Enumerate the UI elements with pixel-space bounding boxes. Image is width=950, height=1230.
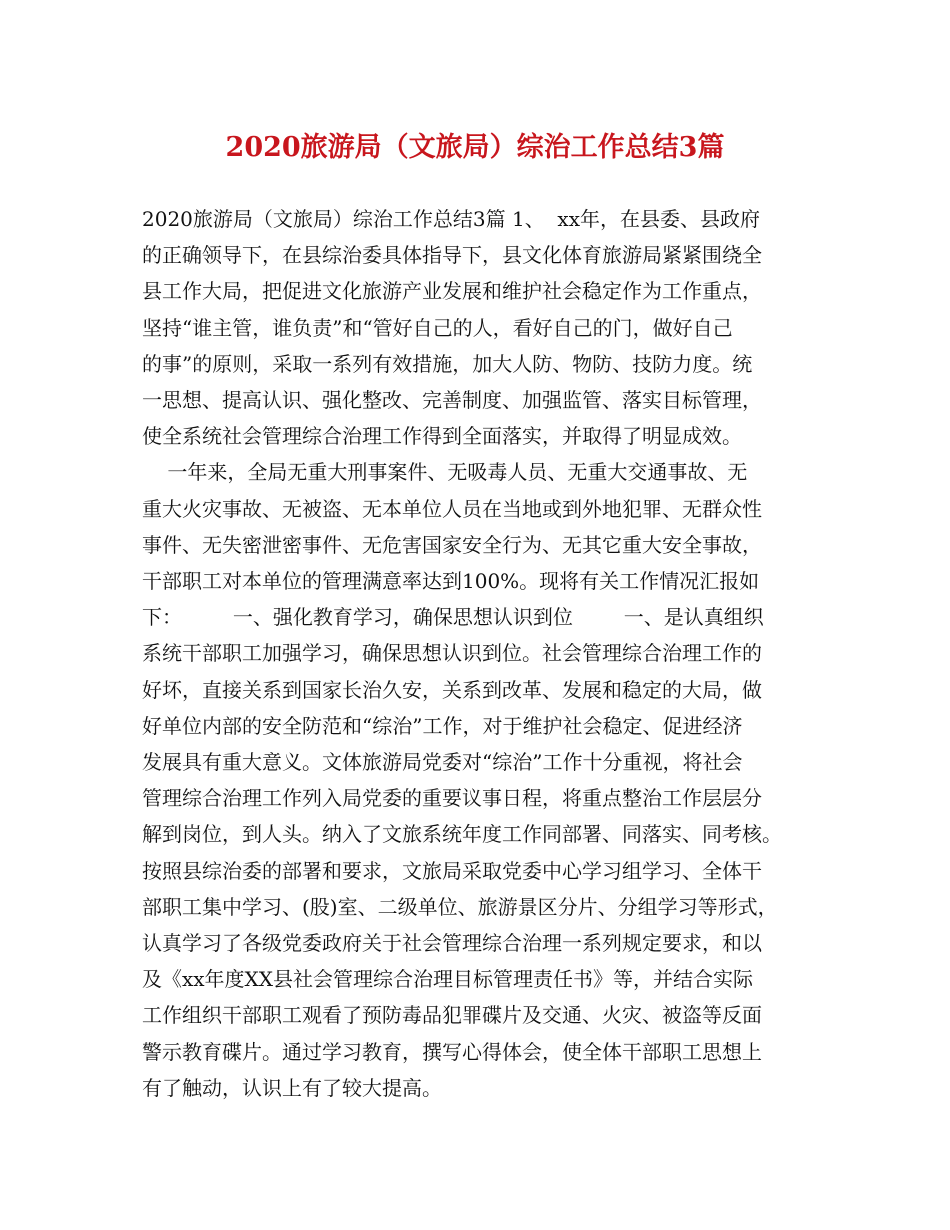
body-text-line: 事件、无失密泄密事件、无危害国家安全行为、无其它重大安全事故，: [142, 532, 762, 557]
body-text-line: 解到岗位，到人头。纳入了文旅系统年度工作同部署、同落实、同考核。: [142, 822, 782, 847]
body-text-line: 系统干部职工加强学习，确保思想认识到位。社会管理综合治理工作的: [142, 641, 762, 666]
body-text-line: 好单位内部的安全防范和“综治”工作，对于维护社会稳定、促进经济: [142, 713, 743, 738]
body-text-line: 的事”的原则，采取一系列有效措施，加大人防、物防、技防力度。统: [142, 351, 753, 376]
body-text-line: 下： 一、强化教育学习，确保思想认识到位 一、是认真组织: [142, 605, 764, 630]
document-title: 2020旅游局（文旅局）综治工作总结3篇: [225, 132, 725, 163]
body-text-line: 工作组织干部职工观看了预防毒品犯罪碟片及交通、火灾、被盗等反面: [142, 1003, 762, 1028]
body-text-line: 有了触动，认识上有了较大提高。: [142, 1075, 442, 1100]
body-text-line: 坚持“谁主管，谁负责”和“管好自己的人，看好自己的门，做好自己: [142, 315, 733, 340]
body-text-line: 及《xx年度XX县社会管理综合治理目标管理责任书》等，并结合实际: [142, 967, 754, 992]
body-text-line: 发展具有重大意义。文体旅游局党委对“综治”工作十分重视，将社会: [142, 750, 743, 774]
body-text-line: 县工作大局，把促进文化旅游产业发展和维护社会稳定作为工作重点，: [142, 279, 762, 304]
body-text-line: 2020旅游局（文旅局）综治工作总结3篇 1、 xx年，在县委、县政府: [142, 207, 760, 231]
body-text-line: 使全系统社会管理综合治理工作得到全面落实，并取得了明显成效。: [142, 424, 742, 449]
body-text-line: 一年来，全局无重大刑事案件、无吸毒人员、无重大交通事故、无: [142, 460, 748, 485]
body-text-line: 重大火灾事故、无被盗、无本单位人员在当地或到外地犯罪、无群众性: [142, 496, 762, 521]
body-text-line: 一思想、提高认识、强化整改、完善制度、加强监管、落实目标管理，: [142, 388, 762, 412]
body-text-line: 警示教育碟片。通过学习教育，撰写心得体会，使全体干部职工思想上: [142, 1039, 762, 1064]
body-text-line: 好坏，直接关系到国家长治久安，关系到改革、发展和稳定的大局，做: [142, 677, 762, 702]
body-text-line: 管理综合治理工作列入局党委的重要议事日程，将重点整治工作层层分: [142, 786, 762, 811]
body-text-line: 干部职工对本单位的管理满意率达到100%。现将有关工作情况汇报如: [142, 569, 760, 593]
body-text-line: 按照县综治委的部署和要求，文旅局采取党委中心学习组学习、全体干: [142, 858, 762, 883]
body-text-line: 认真学习了各级党委政府关于社会管理综合治理一系列规定要求，和以: [142, 931, 762, 955]
body-text-line: 的正确领导下，在县综治委具体指导下，县文化体育旅游局紧紧围绕全: [142, 243, 762, 268]
body-text-line: 部职工集中学习、(股)室、二级单位、旅游景区分片、分组学习等形式，: [142, 894, 778, 919]
